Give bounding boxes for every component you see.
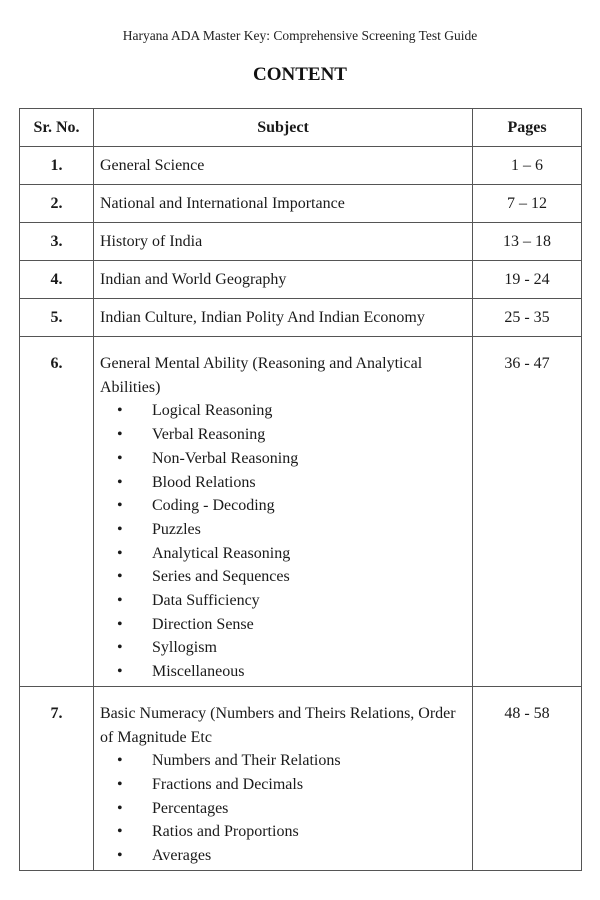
list-item: • Direction Sense [100, 613, 464, 637]
contents-table [19, 108, 582, 871]
table-row [20, 185, 582, 223]
list-item: • Series and Sequences [100, 565, 464, 589]
list-item: • Non-Verbal Reasoning [100, 447, 464, 471]
row-sr-no: 6. [20, 337, 94, 687]
running-header: Haryana ADA Master Key: Comprehensive Screening Test Guide [122, 28, 478, 43]
row-sr-no: 3. [20, 223, 94, 261]
row-subject: General Science [94, 147, 473, 185]
row-subject: History of India [94, 223, 473, 261]
row-subject: Basic Numeracy (Numbers and Theirs Relations, Order of Magnitude Etc [100, 704, 456, 746]
row-sr-no: 1. [20, 147, 94, 185]
list-item: • Logical Reasoning [100, 399, 464, 423]
row-subject: General Mental Ability (Reasoning and Analytical Abilities) [100, 355, 423, 396]
page-title: CONTENT [253, 64, 347, 85]
list-item: • Data Sufficiency [100, 589, 464, 613]
row-subject-cell [94, 686, 473, 870]
list-item: • Numbers and Their Relations [100, 749, 464, 773]
topic-list [100, 749, 464, 868]
row-pages: 19 - 24 [473, 261, 582, 299]
table-row [20, 686, 582, 870]
row-subject: Indian and World Geography [94, 261, 473, 299]
list-item: • Percentages [100, 797, 464, 821]
list-item: • Syllogism [100, 636, 464, 660]
list-item: • Miscellaneous [100, 660, 464, 684]
row-pages: 48 - 58 [473, 686, 582, 870]
table-row [20, 223, 582, 261]
list-item: • Coding - Decoding [100, 494, 464, 518]
table-row [20, 337, 582, 687]
column-header-sr-no: Sr. No. [20, 109, 94, 147]
list-item: • Blood Relations [100, 471, 464, 495]
row-pages: 36 - 47 [473, 337, 582, 687]
row-sr-no: 4. [20, 261, 94, 299]
row-pages: 13 – 18 [473, 223, 582, 261]
row-sr-no: 5. [20, 299, 94, 337]
topic-list [100, 399, 464, 683]
table-header-row [20, 109, 582, 147]
row-pages: 7 – 12 [473, 185, 582, 223]
row-pages: 1 – 6 [473, 147, 582, 185]
table-row [20, 299, 582, 337]
column-header-subject: Subject [94, 109, 473, 147]
list-item: • Fractions and Decimals [100, 773, 464, 797]
row-subject: Indian Culture, Indian Polity And Indian Economy [94, 299, 473, 337]
row-subject: National and International Importance [94, 185, 473, 223]
row-subject-cell [94, 337, 473, 687]
table-row [20, 261, 582, 299]
list-item: • Puzzles [100, 518, 464, 542]
row-sr-no: 7. [20, 686, 94, 870]
list-item: • Verbal Reasoning [100, 423, 464, 447]
list-item: • Ratios and Proportions [100, 820, 464, 844]
list-item: • Averages [100, 844, 464, 868]
row-sr-no: 2. [20, 185, 94, 223]
list-item: • Analytical Reasoning [100, 542, 464, 566]
row-pages: 25 - 35 [473, 299, 582, 337]
column-header-pages: Pages [473, 109, 582, 147]
table-row [20, 147, 582, 185]
